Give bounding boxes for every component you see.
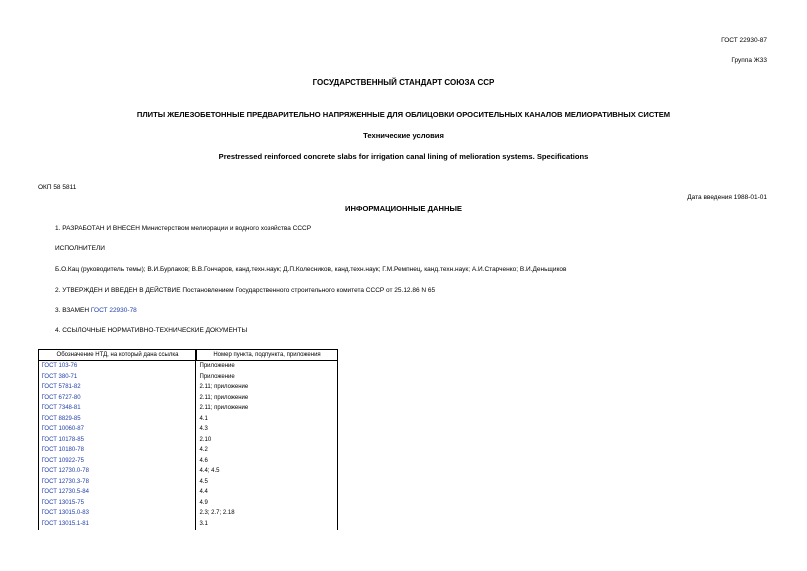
ref-cell: 4.1 xyxy=(199,415,208,422)
document-subtitle-ru: Технические условия xyxy=(363,131,444,140)
doc-link[interactable]: ГОСТ 5781-82 xyxy=(41,384,81,391)
doc-link[interactable]: ГОСТ 12730.3-78 xyxy=(41,478,89,485)
group-code: Группа Ж33 xyxy=(731,57,767,64)
doc-link[interactable]: ГОСТ 7348-81 xyxy=(41,405,81,412)
ref-cell: Приложение xyxy=(199,363,235,370)
document-name-en: Prestressed reinforced concrete slabs for irrigation canal lining of melioration systems. Specifications xyxy=(218,152,589,161)
item-developed: 1. РАЗРАБОТАН И ВНЕСЕН Министерством мелиорации и водного хозяйства СССР xyxy=(55,225,312,232)
doc-link[interactable]: ГОСТ 13015.1-81 xyxy=(41,520,89,527)
refs-table xyxy=(38,349,338,529)
ref-cell: 4.6 xyxy=(199,457,208,464)
ref-cell: 2.11; приложение xyxy=(199,405,249,412)
table-row xyxy=(39,519,338,530)
replaced-prefix: 3. ВЗАМЕН xyxy=(55,307,91,314)
info-heading: ИНФОРМАЦИОННЫЕ ДАННЫЕ xyxy=(345,204,462,213)
table-row xyxy=(39,361,338,372)
item-replaced xyxy=(55,307,137,314)
table-row xyxy=(39,477,338,488)
item-approved: 2. УТВЕРЖДЕН И ВВЕДЕН В ДЕЙСТВИЕ Постановлением Государственного строительного комитета СССР от 25.12.86 N 65 xyxy=(55,287,436,294)
table-row xyxy=(39,414,338,425)
table-row xyxy=(39,435,338,446)
doc-link[interactable]: ГОСТ 10060-87 xyxy=(41,426,84,433)
doc-link[interactable]: ГОСТ 13015.0-83 xyxy=(41,510,89,517)
table-row xyxy=(39,498,338,509)
replaced-link[interactable]: ГОСТ 22930-78 xyxy=(90,307,137,314)
executors-label: ИСПОЛНИТЕЛИ xyxy=(55,245,105,252)
doc-link[interactable]: ГОСТ 10922-75 xyxy=(41,457,84,464)
doc-code: ГОСТ 22930-87 xyxy=(721,37,767,44)
intro-date: Дата введения 1988-01-01 xyxy=(687,194,767,201)
doc-link[interactable]: ГОСТ 380-71 xyxy=(41,373,78,380)
ref-cell: 2.3; 2.7; 2.18 xyxy=(199,510,235,517)
doc-link[interactable]: ГОСТ 10178-85 xyxy=(41,436,84,443)
doc-link[interactable]: ГОСТ 12730.5-84 xyxy=(41,489,89,496)
executors-list: Б.О.Кац (руководитель темы); В.И.Бурлаков; В.В.Гончаров, канд.техн.наук; Д.П.Колесников, канд.техн.наук; Г.М.Ремпнец, канд.техн.наук; А.И.Старченко; В.И.Деньщиков xyxy=(55,266,567,273)
column-header-doc: Обозначение НТД, на который дана ссылка xyxy=(39,350,197,361)
table-row xyxy=(39,382,338,393)
table-row xyxy=(39,487,338,498)
table-row xyxy=(39,393,338,404)
ref-cell: 2.11; приложение xyxy=(199,384,249,391)
doc-link[interactable]: ГОСТ 10180-78 xyxy=(41,447,84,454)
ref-cell: 4.2 xyxy=(199,447,208,454)
table-row xyxy=(39,424,338,435)
refs-heading: 4. ССЫЛОЧНЫЕ НОРМАТИВНО-ТЕХНИЧЕСКИЕ ДОКУМЕНТЫ xyxy=(55,327,248,334)
ref-cell: 4.5 xyxy=(199,478,208,485)
doc-link[interactable]: ГОСТ 13015-75 xyxy=(41,499,84,506)
table-row xyxy=(39,445,338,456)
column-header-ref: Номер пункта, подпункта, приложения xyxy=(197,350,338,361)
ref-cell: 2.11; приложение xyxy=(199,394,249,401)
ref-cell: 4.3 xyxy=(199,426,208,433)
table-row xyxy=(39,466,338,477)
doc-link[interactable]: ГОСТ 6727-80 xyxy=(41,394,81,401)
standard-title: ГОСУДАРСТВЕННЫЙ СТАНДАРТ СОЮЗА ССР xyxy=(312,78,495,87)
ref-cell: 4.4 xyxy=(199,489,208,496)
doc-link[interactable]: ГОСТ 12730.0-78 xyxy=(41,468,89,475)
table-row xyxy=(39,456,338,467)
okp-code: ОКП 58 5811 xyxy=(38,184,77,191)
table-row xyxy=(39,372,338,383)
ref-cell: 4.4; 4.5 xyxy=(199,468,220,475)
ref-cell: 3.1 xyxy=(199,520,208,527)
table-header-row xyxy=(39,350,338,361)
table-row xyxy=(39,403,338,414)
table-row xyxy=(39,508,338,519)
ref-cell: 4.9 xyxy=(199,499,208,506)
ref-cell: 2.10 xyxy=(199,436,212,443)
doc-link[interactable]: ГОСТ 8829-85 xyxy=(41,415,81,422)
document-name-ru: ПЛИТЫ ЖЕЛЕЗОБЕТОННЫЕ ПРЕДВАРИТЕЛЬНО НАПРЯЖЕННЫЕ ДЛЯ ОБЛИЦОВКИ ОРОСИТЕЛЬНЫХ КАНАЛОВ МЕЛИОРАТИВНЫХ СИСТЕМ xyxy=(136,110,671,119)
doc-link[interactable]: ГОСТ 103-76 xyxy=(41,363,78,370)
ref-cell: Приложение xyxy=(199,373,235,380)
